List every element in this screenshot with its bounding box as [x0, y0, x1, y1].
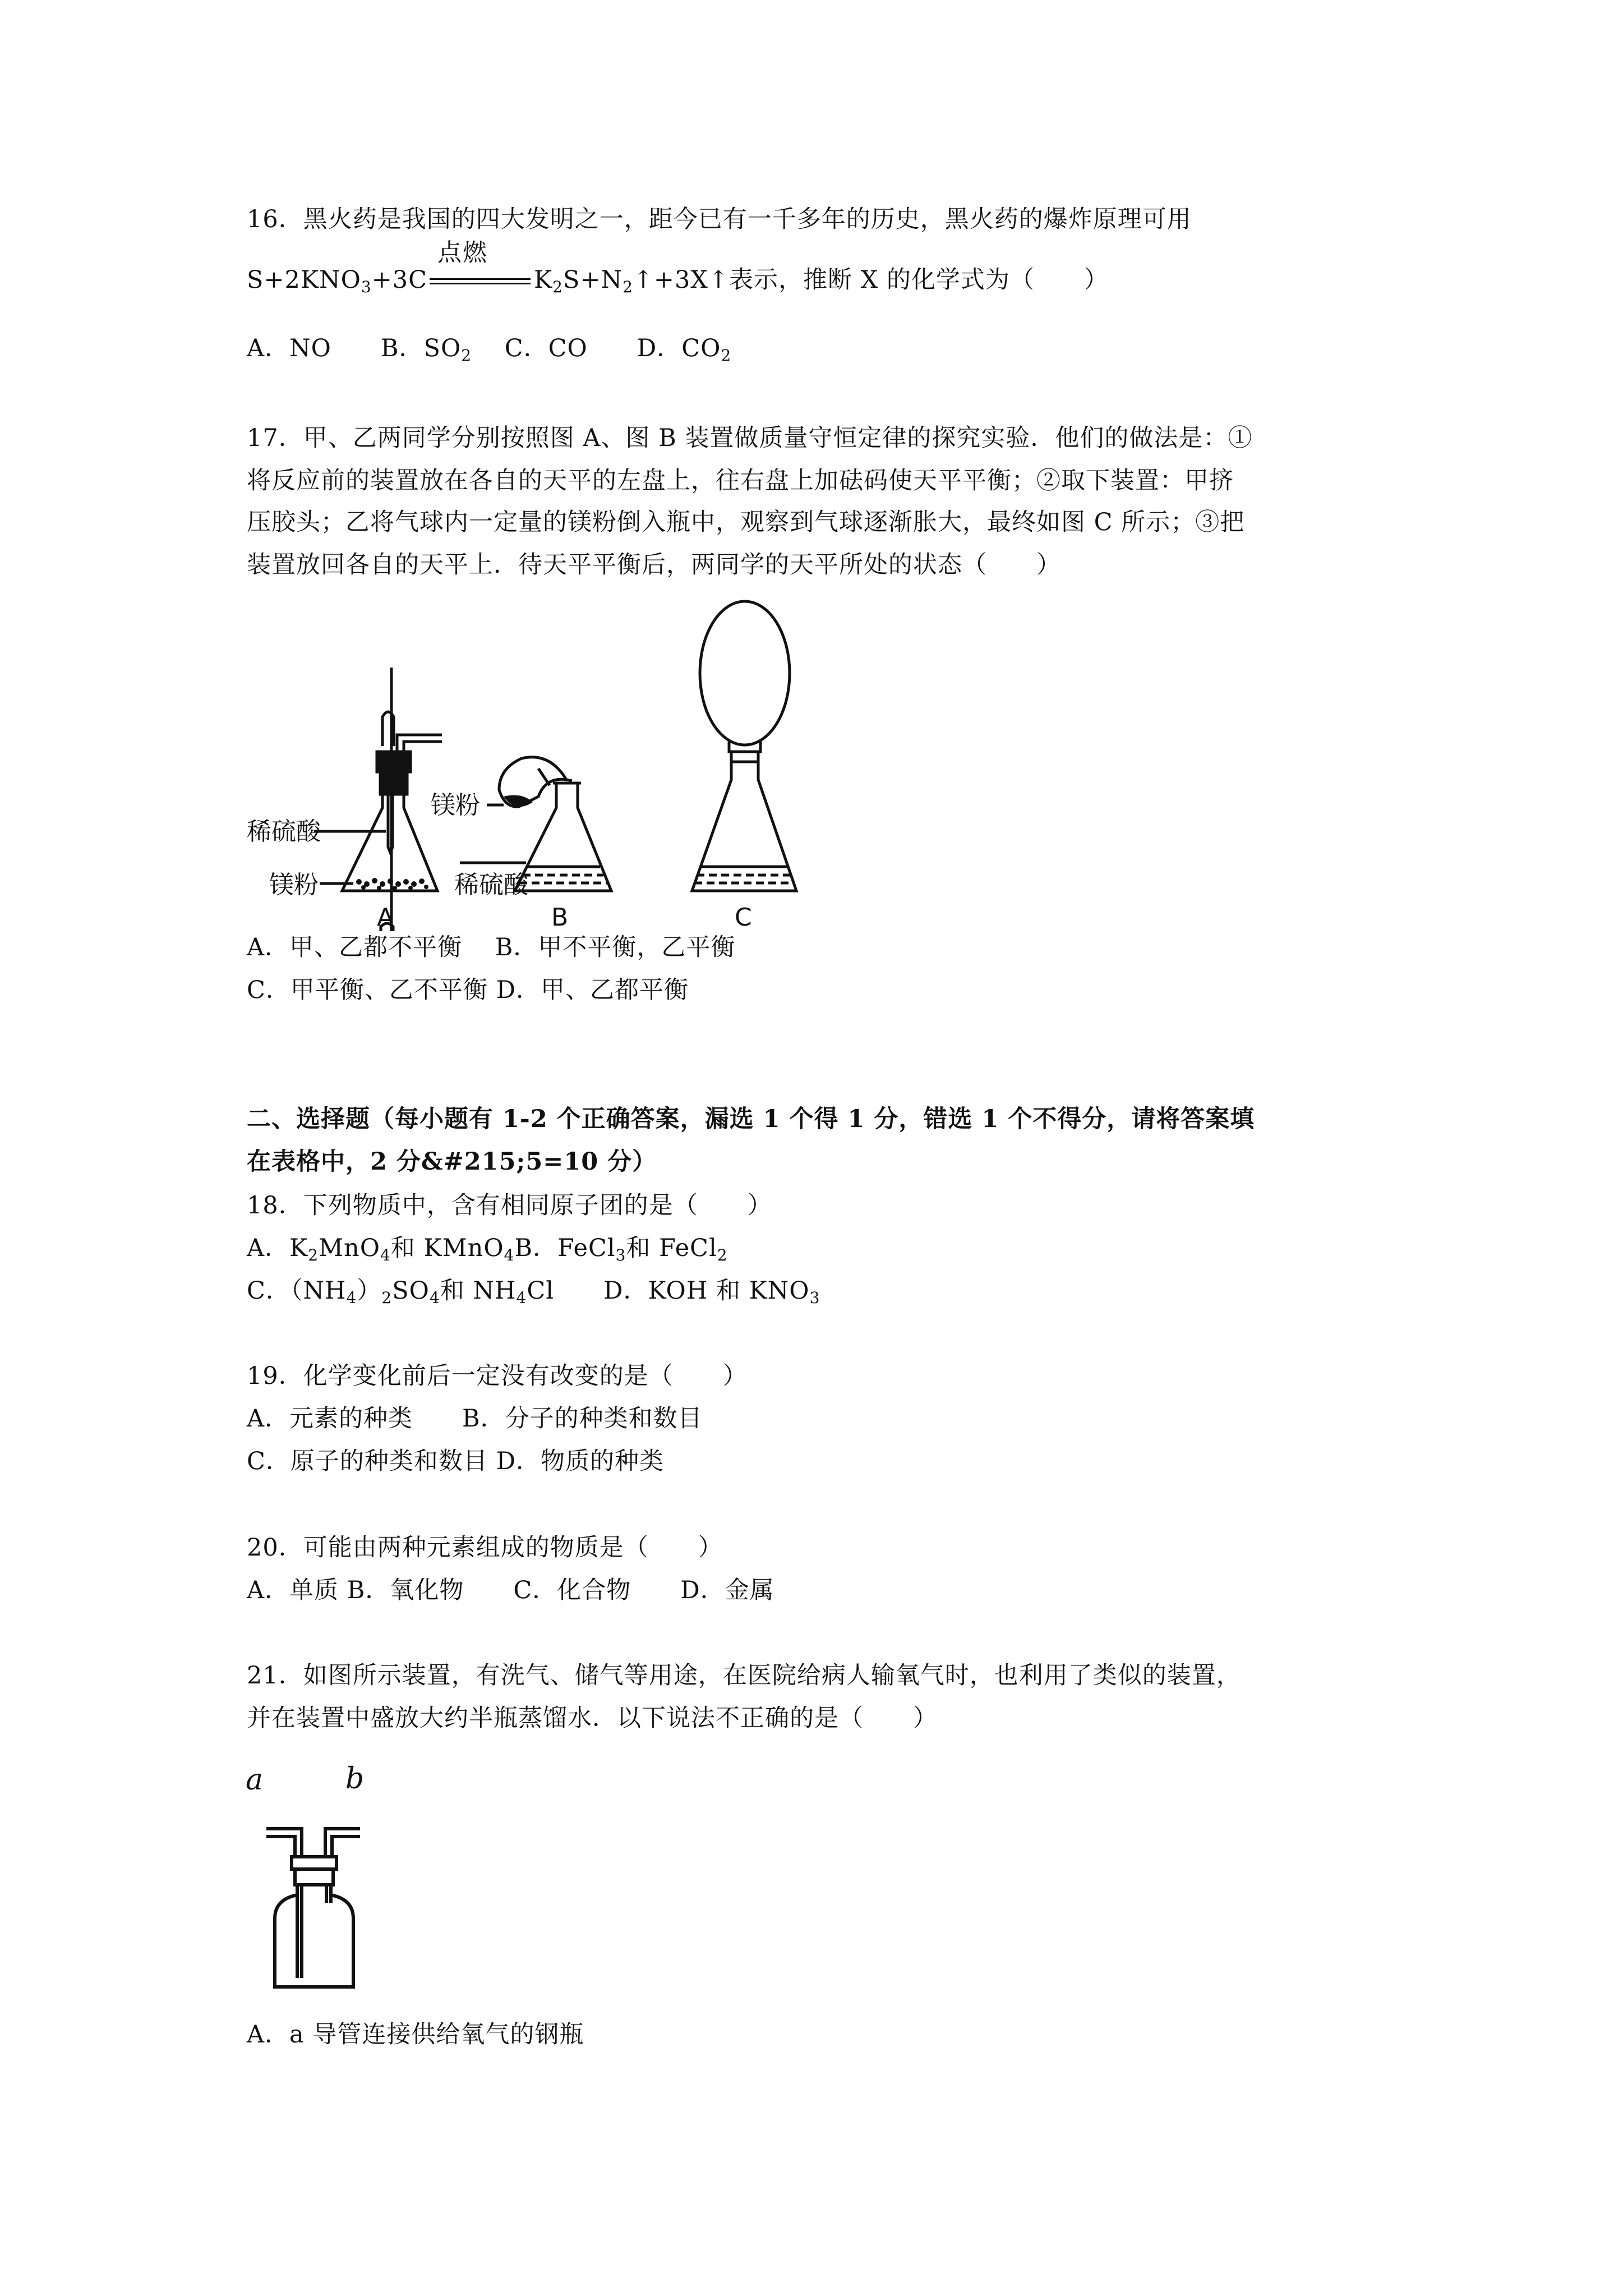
q17-apparatus-figure: [236, 583, 875, 931]
q17-stem-line1: 17．甲、乙两同学分别按照图 A、图 B 装置做质量守恒定律的探究实验．他们的做法是：①: [247, 424, 1253, 452]
flask-a: [314, 712, 442, 891]
q20-stem: 20．可能由两种元素组成的物质是（ ）: [247, 1534, 723, 1562]
q21-option-a: A．a 导管连接供给氧气的钢瓶: [247, 2021, 584, 2049]
flask-c: [692, 601, 796, 891]
label-tube-b: b: [345, 1762, 365, 1796]
label-mg-b: 镁粉: [431, 791, 480, 820]
q21-stem-line1: 21．如图所示装置，有洗气、储气等用途，在医院给病人输氧气时，也利用了类似的装置，: [247, 1662, 1241, 1690]
label-figure-c: C: [735, 903, 752, 931]
q21-stem-line2: 并在装置中盛放大约半瓶蒸馏水．以下说法不正确的是（ ）: [247, 1704, 938, 1732]
q19-stem: 19．化学变化前后一定没有改变的是（ ）: [247, 1362, 748, 1390]
q18-options-line1: A．$K_2MnO_4$和 KMnO$_4$B．FeCl$_3$和 FeCl$_2$: [247, 1234, 728, 1264]
q17-options-line1: A．甲、乙都不平衡 B．甲不平衡，乙平衡: [247, 933, 736, 961]
section-2-heading-line2: 在表格中，2 分&#215;5=10 分）: [247, 1148, 657, 1176]
q17-stem-line4: 装置放回各自的天平上．待天平平衡后，两同学的天平所处的状态（ ）: [247, 551, 1061, 579]
q19-options-line2: C．原子的种类和数目 D．物质的种类: [247, 1447, 665, 1475]
q21-gas-bottle-figure: [241, 1756, 387, 1991]
reaction-condition-sign: [427, 239, 534, 296]
label-acid-b: 稀硫酸: [454, 871, 528, 899]
reaction-condition-label: 点燃: [437, 239, 488, 267]
q16-equation-line: $S+2KNO_3+3C$ 点燃 $K_2S+N_2↑+3X↑$表示，推断 X 的化学式为（ ）: [247, 264, 1109, 296]
label-acid-a: 稀硫酸: [247, 817, 321, 846]
q16-options: A．NO B．$SO_2$ C．CO D．$CO_2$: [247, 334, 732, 365]
q19-options-line1: A．元素的种类 B．分子的种类和数目: [247, 1405, 703, 1433]
label-figure-b: B: [551, 903, 569, 931]
label-mg-a: 镁粉: [269, 871, 319, 899]
q16-eq-reactants: S+2KNO: [247, 266, 361, 294]
gas-bottle: [266, 1829, 360, 1987]
q17-stem-line3: 压胶头；乙将气球内一定量的镁粉倒入瓶中，观察到气球逐渐胀大，最终如图 C 所示；③把: [247, 508, 1245, 536]
q16-stem-line1: 16．黑火药是我国的四大发明之一，距今已有一千多年的历史，黑火药的爆炸原理可用: [247, 205, 1192, 233]
label-figure-a: A: [377, 903, 394, 931]
section-2-heading-line1: 二、选择题（每小题有 1-2 个正确答案，漏选 1 个得 1 分，错选 1 个不得分，请将答案填: [247, 1105, 1255, 1133]
q18-stem: 18．下列物质中，含有相同原子团的是（ ）: [247, 1191, 772, 1220]
q17-options-line2: C．甲平衡、乙不平衡 D．甲、乙都平衡: [247, 976, 689, 1004]
q18-options-line2: C．$(NH_4)_2SO_4$和 $NH_4Cl$ D．KOH 和 $KNO_3$: [247, 1277, 820, 1307]
q20-options: A．单质 B．氧化物 C．化合物 D．金属: [247, 1576, 774, 1604]
label-tube-a: a: [246, 1763, 264, 1797]
q17-stem-line2: 将反应前的装置放在各自的天平的左盘上，往右盘上加砝码使天平平衡；②取下装置：甲挤: [247, 467, 1234, 495]
